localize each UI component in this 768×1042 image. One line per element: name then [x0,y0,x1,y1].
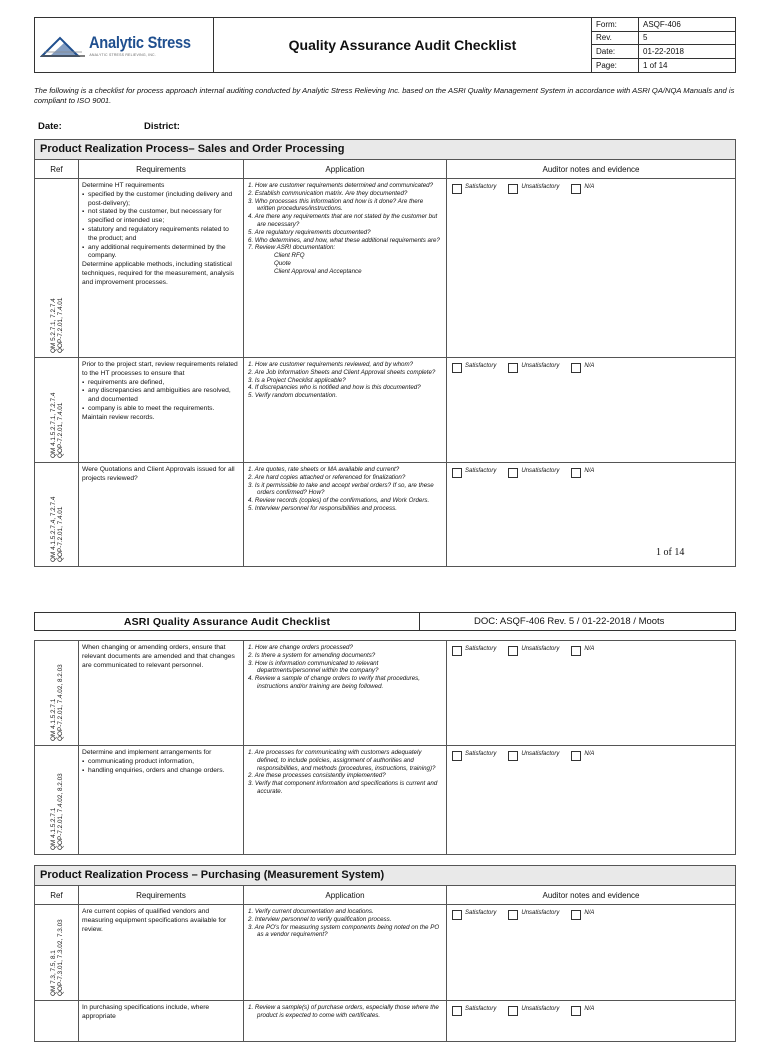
ref-cell [35,905,79,1000]
unsatisfactory-label: Unsatisfactory [521,184,560,190]
col-requirements: Requirements [79,886,244,904]
requirements-cell [79,179,244,357]
requirement-bullet: ▪ specified by the customer (including delivery and post-delivery); [82,191,240,209]
application-cell [244,358,447,462]
application-item: 3. Who processes this information and how is it done? Are there written procedures/instructions. [248,197,424,213]
unsatisfactory-label: Unsatisfactory [521,363,560,369]
auditor-notes-cell [447,463,735,566]
table-row [35,905,735,1001]
ref-cell [35,746,79,854]
unsatisfactory-option[interactable] [508,363,559,457]
application-cell [244,641,447,745]
ref-text: QM 4.1.5.2.7.4, 7.2.7.4 QOP-7.2.01, 7.4.01 [49,496,64,562]
meta-form-value: ASQF-406 [639,18,735,32]
intro-paragraph: The following is a checklist for process approach internal auditing conducted by Analytic Stress Relieving Inc. based on the ASRI Quality Management System in accordance with ASRI QA/NQA Manuals and is compliant to ISO 9001. [34,86,735,105]
table-row [35,358,735,463]
na-option[interactable] [571,184,594,352]
satisfactory-label: Satisfactory [465,363,497,369]
application-item: 2. Are these processes consistently implemented? [248,772,386,780]
na-label: N/A [584,363,595,369]
application-item: 5. Interview personnel for responsibilities and process. [248,504,397,512]
satisfactory-option[interactable] [452,646,496,740]
na-checkbox[interactable] [571,646,581,656]
unsatisfactory-option[interactable] [508,184,559,352]
col-ref: Ref [35,886,79,904]
na-checkbox[interactable] [571,1006,581,1016]
table-row [35,1001,735,1041]
satisfactory-option[interactable] [452,1006,496,1036]
requirement-bullet: ▪ company is able to meet the requirements. [82,405,240,414]
form-meta [592,18,735,72]
auditor-notes-cell [447,1001,735,1041]
mountain-logo-icon [40,32,86,58]
application-item: 4. Review records (copies) of the confirmations, and Work Orders. [248,497,430,505]
requirement-bullets [82,191,240,261]
ref-text: QM 4.1.5.2.7.1 QOP-7.2.01, 7.4.02, 8.2.03 [49,773,64,850]
unsatisfactory-option[interactable] [508,646,559,740]
requirement-bullet: ▪ handling enquiries, orders and change orders. [82,767,240,776]
na-label: N/A [584,184,595,190]
application-cell [244,1001,447,1041]
satisfactory-label: Satisfactory [465,646,497,652]
requirement-bullet: ▪ any discrepancies and ambiguities are resolved, and documented [82,387,240,405]
requirement-text: Are current copies of qualified vendors and measuring equipment specifications available for review. [82,908,227,933]
unsatisfactory-checkbox[interactable] [508,363,518,373]
auditor-notes-cell [447,746,735,854]
na-label: N/A [584,646,595,652]
application-item: 1. Are processes for communicating with customers adequately defined, to include policies, assignment of authorities and responsibilities, and methods (procedures, instructions, training)? [248,749,436,772]
requirement-text: Determine applicable methods, including statistical techniques, required for the measurement, analysis and improvement processes. [82,261,235,286]
document-header [34,17,736,73]
na-option[interactable] [571,1006,594,1036]
application-list [248,361,442,400]
ref-cell [35,463,79,566]
unsatisfactory-option[interactable] [508,1006,559,1036]
requirement-bullet: ▪ any additional requirements determined by the company. [82,244,240,262]
requirement-text: Prior to the project start, review requirements related to the HT processes to ensure that [82,361,238,377]
requirement-bullet: ▪ requirements are defined, [82,379,240,388]
satisfactory-label: Satisfactory [465,1006,497,1012]
auditor-notes-cell [447,641,735,745]
page2-title: ASRI Quality Assurance Audit Checklist [35,613,420,630]
satisfactory-option[interactable] [452,910,496,995]
unsatisfactory-label: Unsatisfactory [521,646,560,652]
column-headers [35,886,735,905]
satisfactory-option[interactable] [452,751,496,849]
satisfactory-checkbox[interactable] [452,751,462,761]
table-row [35,179,735,358]
application-item: 1. How are customer requirements reviewed, and by whom? [248,361,414,368]
date-district-line [38,121,180,132]
logo-subtitle: ANALYTIC STRESS RELIEVING, INC. [89,53,156,57]
application-list [248,749,442,796]
requirements-cell [79,905,244,1000]
satisfactory-label: Satisfactory [465,751,497,757]
application-cell [244,463,447,566]
col-application: Application [244,886,447,904]
unsatisfactory-label: Unsatisfactory [521,1006,560,1012]
application-cell [244,905,447,1000]
satisfactory-checkbox[interactable] [452,468,462,478]
requirement-text: When changing or amending orders, ensure that relevant documents are amended and that changes are communicated to relevant personnel. [82,644,235,669]
unsatisfactory-option[interactable] [508,468,559,561]
satisfactory-option[interactable] [452,468,496,561]
sales-order-table [34,139,736,567]
application-item: 3. Is it permissible to take and accept verbal orders? If so, are these orders confirmed? How? [248,481,434,497]
application-item: 3. How is information communicated to relevant departments/personnel within the company? [248,659,379,675]
na-option[interactable] [571,646,594,740]
satisfactory-label: Satisfactory [465,468,497,474]
application-item: 4. Are there any requirements that are not stated by the customer but are necessary? [248,213,438,228]
table-row [35,463,735,566]
col-auditor-notes: Auditor notes and evidence [542,890,640,900]
requirement-bullet: ▪ communicating product information, [82,758,240,767]
application-item: 5. Verify random documentation. [248,392,338,400]
auditor-notes-cell [447,358,735,462]
requirements-cell [79,641,244,745]
ref-text: QM 7.3, 7.5, 8.1 QOP-7.3.01, 7.3.02, 7.3.03 [49,919,64,996]
requirement-text: In purchasing specifications include, where appropriate [82,1004,210,1020]
application-subitem: Quote [274,259,291,267]
requirement-bullet: ▪ statutory and regulatory requirements related to the product; and [82,226,240,244]
unsatisfactory-label: Unsatisfactory [521,910,560,916]
application-item: 1. Verify current documentation and locations. [248,908,374,915]
na-checkbox[interactable] [571,184,581,194]
na-label: N/A [584,751,595,757]
satisfactory-label: Satisfactory [465,910,497,916]
section-title: Product Realization Process– Sales and Order Processing [35,140,735,160]
ref-cell [35,358,79,462]
ref-cell [35,1001,79,1041]
na-label: N/A [584,910,595,916]
meta-date-value: 01-22-2018 [639,45,735,59]
na-checkbox[interactable] [571,910,581,920]
company-logo [35,18,214,72]
satisfactory-option[interactable] [452,184,496,352]
na-checkbox[interactable] [571,751,581,761]
requirements-cell [79,463,244,566]
application-item: 1. How are customer requirements determined and communicated? [248,182,434,189]
unsatisfactory-checkbox[interactable] [508,751,518,761]
application-subitem: Client Approval and Acceptance [274,267,362,275]
meta-rev-value: 5 [639,32,735,46]
table-row [35,641,735,746]
satisfactory-option[interactable] [452,363,496,457]
application-item: 5. Are regulatory requirements documented? [248,228,371,236]
application-item: 7. Review ASRI documentation: [248,244,336,252]
auditor-notes-cell [447,905,735,1000]
auditor-notes-cell [447,179,735,357]
na-label: N/A [584,468,595,474]
application-item: 2. Is there a system for amending documents? [248,651,376,659]
requirement-text: Determine and implement arrangements for [82,749,212,756]
requirement-bullet: ▪ not stated by the customer, but necessary for specified or intended use; [82,208,240,226]
application-list [248,908,442,939]
application-list [248,182,442,276]
page-number: 1 of 14 [656,547,685,558]
ref-text: QM 5.2.7.1, 7.2.7.4 QOP-7.2.01, 7.4.01 [49,297,64,353]
application-item: 4. Review a sample of change orders to verify that procedures, instructions and/or training are being followed. [248,675,420,690]
satisfactory-checkbox[interactable] [452,1006,462,1016]
col-ref: Ref [35,160,79,178]
unsatisfactory-checkbox[interactable] [508,910,518,920]
application-item: 1. How are change orders processed? [248,644,353,651]
satisfactory-label: Satisfactory [465,184,497,190]
application-item: 3. Is a Project Checklist applicable? [248,376,346,384]
application-item: 2. Are hard copies attached or referenced for finalization? [248,473,406,481]
col-application: Application [244,160,447,178]
ref-text: QM 4.1.5.2.7.1 QOP-7.2.01, 7.4.02, 8.2.03 [49,664,64,741]
unsatisfactory-checkbox[interactable] [508,1006,518,1016]
requirement-text: Determine HT requirements [82,182,165,189]
requirement-text: Maintain review records. [82,413,155,421]
section-title: Product Realization Process – Purchasing (Measurement System) [35,866,735,886]
meta-form-label: Form: [592,18,639,32]
ref-cell [35,179,79,357]
unsatisfactory-option[interactable] [508,751,559,849]
na-checkbox[interactable] [571,468,581,478]
application-item: 6. Who determines, and how, what these additional requirements are? [248,236,440,244]
application-subitem: Client RFQ [274,252,305,260]
change-order-table [34,640,736,855]
requirement-text: Were Quotations and Client Approvals issued for all projects reviewed? [82,466,235,482]
unsatisfactory-label: Unsatisfactory [521,468,560,474]
application-list [248,466,442,513]
requirements-cell [79,358,244,462]
meta-date-label: Date: [592,45,639,59]
page2-header [34,612,736,631]
unsatisfactory-checkbox[interactable] [508,184,518,194]
na-option[interactable] [571,910,594,995]
application-item: 3. Verify that component information and specifications is current and accurate. [248,780,438,795]
logo-name: Analytic Stress [89,33,192,52]
unsatisfactory-checkbox[interactable] [508,646,518,656]
col-auditor-notes: Auditor notes and evidence [542,164,640,174]
na-option[interactable] [571,468,594,561]
meta-rev-label: Rev. [592,32,639,46]
na-option[interactable] [571,363,594,457]
na-option[interactable] [571,751,594,849]
column-headers [35,160,735,179]
district-label: District: [144,121,180,132]
application-cell [244,179,447,357]
na-label: N/A [584,1006,595,1012]
na-checkbox[interactable] [571,363,581,373]
meta-page-value: 1 of 14 [643,60,668,70]
date-label: Date: [38,121,62,132]
application-list [248,644,442,691]
application-cell [244,746,447,854]
col-requirements: Requirements [79,160,244,178]
table-row [35,746,735,854]
requirements-cell [79,746,244,854]
satisfactory-checkbox[interactable] [452,646,462,656]
meta-page-label: Page: [592,59,639,73]
satisfactory-checkbox[interactable] [452,910,462,920]
unsatisfactory-label: Unsatisfactory [521,751,560,757]
application-item: 2. Are Job Information Sheets and Client Approval sheets complete? [248,368,436,376]
satisfactory-checkbox[interactable] [452,363,462,373]
application-item: 1. Are quotes, rate sheets or MA available and current? [248,466,400,473]
application-list [248,1004,442,1020]
unsatisfactory-checkbox[interactable] [508,468,518,478]
application-item: 2. Interview personnel to verify qualification process. [248,915,392,923]
requirements-cell [79,1001,244,1041]
requirement-bullets [82,758,240,776]
ref-cell [35,641,79,745]
application-item: 2. Establish communication matrix. Are they documented? [248,189,408,197]
requirement-bullets [82,379,240,414]
unsatisfactory-option[interactable] [508,910,559,995]
satisfactory-checkbox[interactable] [452,184,462,194]
application-item: 3. Are PO's for measuring system components being noted on the PO as a vendor requirement? [248,923,440,939]
purchasing-table [34,865,736,1042]
page2-doc-info: DOC: ASQF-406 Rev. 5 / 01-22-2018 / Moots [474,616,665,627]
application-item: 1. Review a sample(s) of purchase orders, especially those where the product is expected to come with certificates. [248,1004,439,1019]
application-item: 4. If discrepancies who is notified and how is this documented? [248,384,421,392]
document-title: Quality Assurance Audit Checklist [214,18,592,72]
ref-text: QM 4.1.5.2.7.1, 7.2.7.4 QOP-7.2.01, 7.4.01 [49,392,64,458]
